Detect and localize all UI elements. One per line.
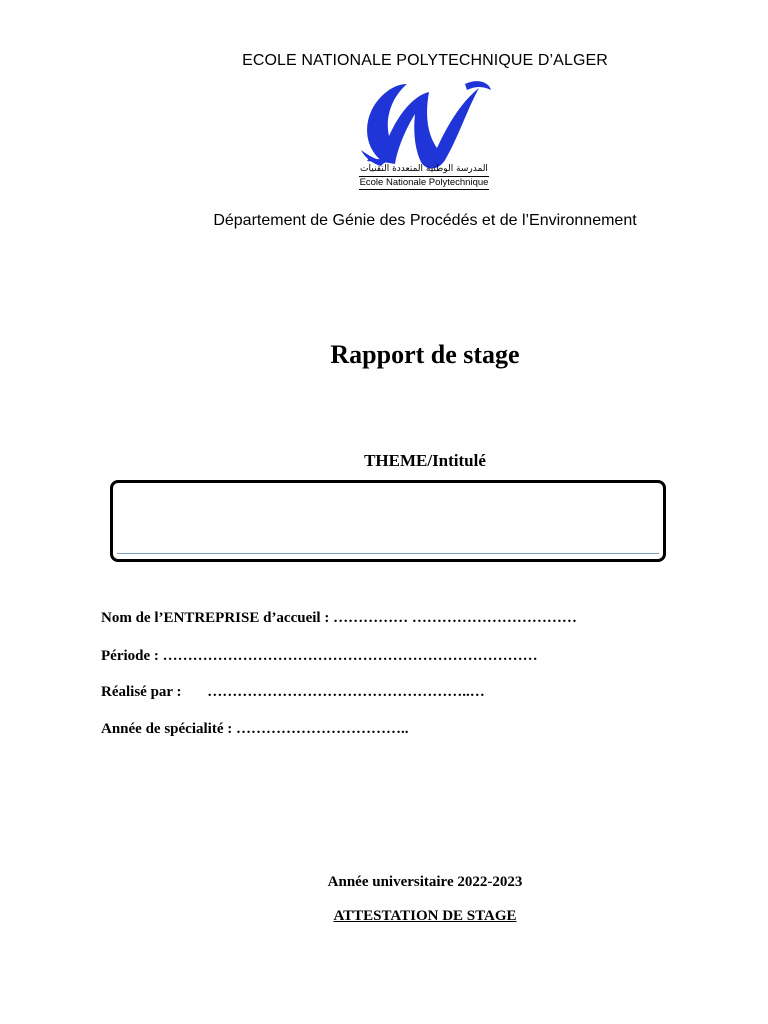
department-name: Département de Génie des Procédés et de l’Environnement bbox=[213, 212, 637, 229]
field-period bbox=[101, 648, 538, 665]
academic-year: Année universitaire 2022-2023 bbox=[327, 874, 523, 890]
field-company bbox=[101, 610, 577, 627]
field-specialty-year-label: Année de spécialité : bbox=[101, 721, 233, 737]
field-author bbox=[101, 684, 485, 701]
field-specialty-year bbox=[101, 721, 408, 738]
field-specialty-year-value[interactable]: …………………………….. bbox=[235, 721, 409, 737]
logo-divider-bottom bbox=[359, 189, 489, 190]
field-company-value[interactable]: …………… …………………………… bbox=[333, 610, 577, 626]
attestation-heading bbox=[0, 908, 768, 925]
school-logo-icon bbox=[355, 74, 495, 192]
theme-box-underline bbox=[117, 553, 659, 554]
field-author-label: Réalisé par : bbox=[101, 684, 182, 700]
field-period-label: Période : bbox=[101, 648, 159, 664]
attestation-heading-text: ATTESTATION DE STAGE bbox=[333, 908, 517, 924]
school-name: ECOLE NATIONALE POLYTECHNIQUE D’ALGER bbox=[242, 52, 608, 69]
field-author-value[interactable]: ……………………………………………..… bbox=[207, 684, 485, 700]
theme-input-box[interactable] bbox=[110, 480, 666, 562]
logo-arabic-text: المدرسة الوطنية المتعددة التقنيات bbox=[360, 164, 488, 174]
field-period-value[interactable]: ………………………………………………………………… bbox=[162, 648, 538, 664]
field-company-label: Nom de l’ENTREPRISE d’accueil : bbox=[101, 610, 330, 626]
logo-french-text: Ecole Nationale Polytechnique bbox=[359, 177, 489, 188]
theme-label: THEME/Intitulé bbox=[364, 451, 486, 470]
page-title: Rapport de stage bbox=[330, 340, 520, 369]
